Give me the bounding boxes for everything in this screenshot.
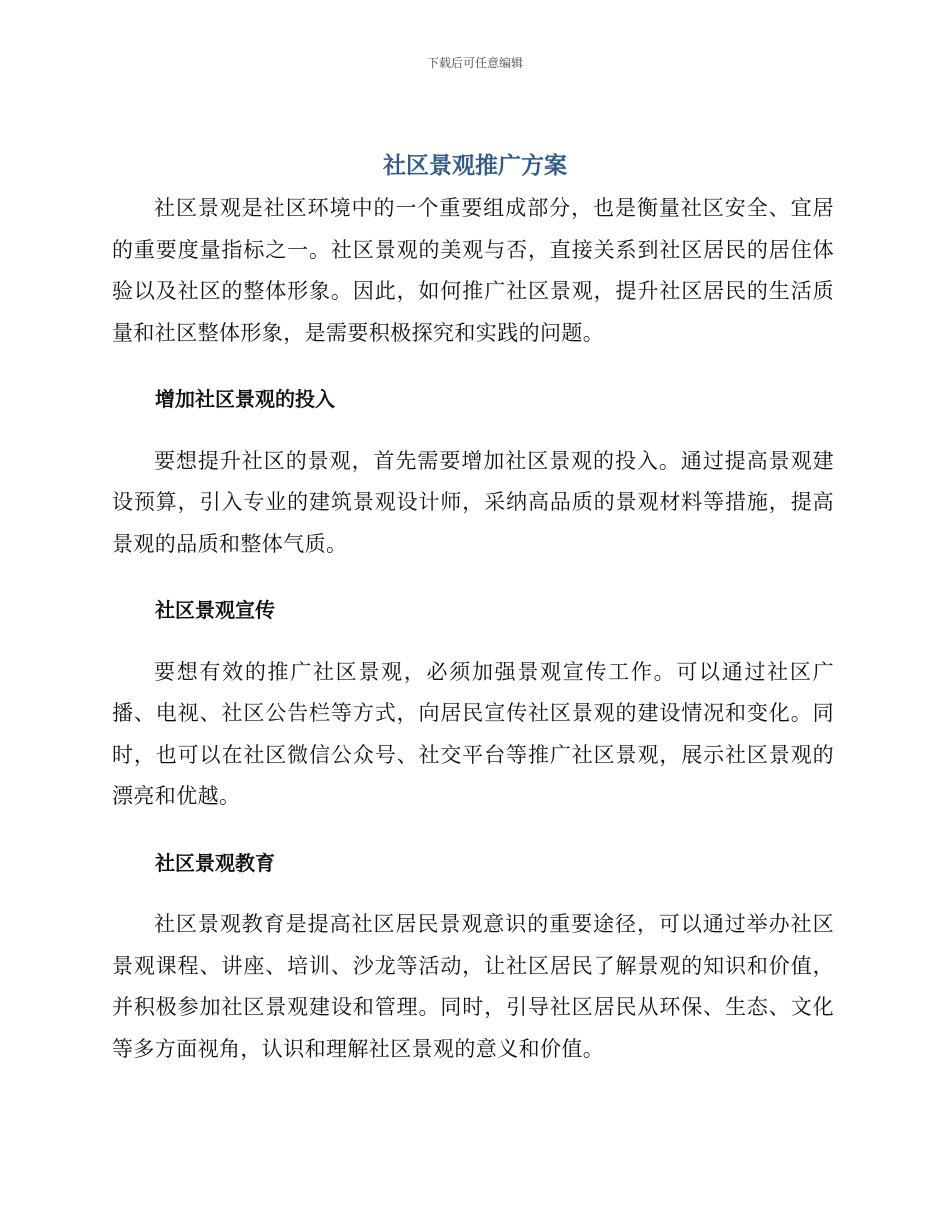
header-note: 下载后可任意编辑 — [426, 56, 523, 70]
section-body-education: 社区景观教育是提高社区居民景观意识的重要途径，可以通过举办社区景观课程、讲座、培训、沙龙等活动，让社区居民了解景观的知识和价值，并积极参加社区景观建设和管理。同时，引导社区居民从环保、生态、文化等多方面视角，认识和理解社区景观的意义和价值。 — [112, 912, 834, 1061]
section-body-publicity: 要想有效的推广社区景观，必须加强景观宣传工作。可以通过社区广播、电视、社区公告栏等方式，向居民宣传社区景观的建设情况和变化。同时，也可以在社区微信公众号、社交平台等推广社区景观，展示社区景观的漂亮和优越。 — [112, 659, 834, 808]
section-body-investment: 要想提升社区的景观，首先需要增加社区景观的投入。通过提高景观建设预算，引入专业的建筑景观设计师，采纳高品质的景观材料等措施，提高景观的品质和整体气质。 — [112, 448, 834, 556]
document-title: 社区景观推广方案 — [383, 153, 567, 179]
intro-paragraph: 社区景观是社区环境中的一个重要组成部分，也是衡量社区安全、宜居的重要度量指标之一。社区景观的美观与否，直接关系到社区居民的居住体验以及社区的整体形象。因此，如何推广社区景观，提升社区居民的生活质量和社区整体形象，是需要积极探究和实践的问题。 — [112, 196, 834, 345]
section-heading-publicity: 社区景观宣传 — [155, 598, 275, 622]
document-body — [112, 188, 834, 1070]
section-heading-investment: 增加社区景观的投入 — [155, 387, 335, 411]
section-heading-education: 社区景观教育 — [155, 850, 275, 875]
